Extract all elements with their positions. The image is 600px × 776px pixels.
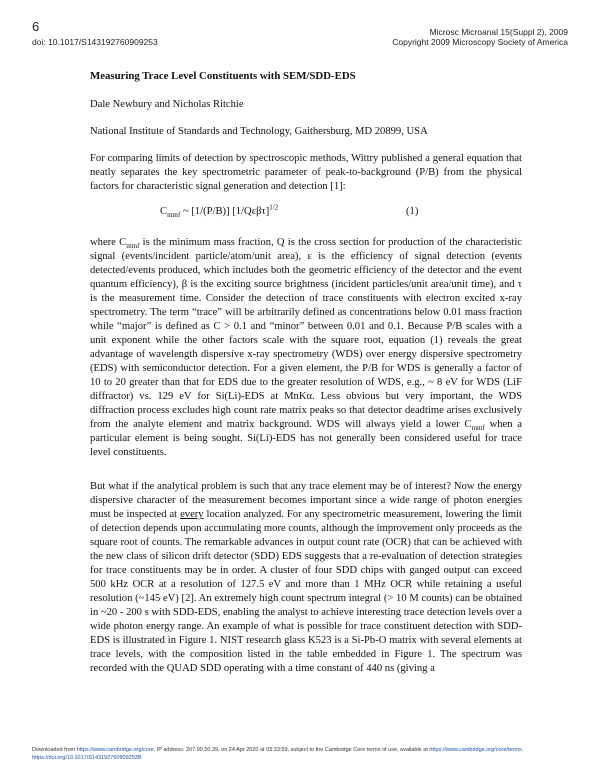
cambridge-core-link[interactable]: https://www.cambridge.org/core xyxy=(76,747,154,753)
article-affiliation: National Institute of Standards and Technology, Gaithersburg, MD 20899, USA xyxy=(90,126,428,137)
article-authors: Dale Newbury and Nicholas Ritchie xyxy=(90,99,244,110)
equation-number: (1) xyxy=(406,206,419,217)
doi-header: doi: 10.1017/S143192760909253 xyxy=(32,37,158,47)
equation-1 xyxy=(0,203,600,222)
journal-citation: Microsc Microanal 15(Suppl 2), 2009 xyxy=(429,27,568,37)
download-footer: Downloaded from https://www.cambridge.org/core. IP address: 207.90.50.39, on 24 Apr 2020 at 03:33:59, subject to the Cambridge Core terms of use, available at https://www.cambridge.org/core/terms. https://doi.org/10.1017/S143192760909253B xyxy=(32,747,524,761)
terms-link[interactable]: https://www.cambridge.org/core/terms xyxy=(429,747,522,753)
paragraph-sdd-eds: But what if the analytical problem is such that any trace element may be of interest? Now the energy dispersive character of the measurement becomes important since a wide range of photon energies must be inspected at every location analyzed. For any spectrometric measurement, lowering the limit of detection depends upon accumulating more counts, although the improvement only proceeds as the square root of counts. The remarkable advances in output count rate (OCR) that can be achieved with the new class of silicon drift detector (SDD) EDS suggests that a re-evaluation of detection strategies for trace constituents may be in order. A cluster of four SDD chips with ganged output can exceed 500 kHz OCR at a resolution of 127.5 eV and more than 1 MHz OCR while retaining a useful resolution (~145 eV) [2]. An extremely high count spectrum integral (> 10 M counts) can be obtained in ~20 - 200 s with SDD-EDS, enabling the analyst to achieve interesting trace detection levels over a wide photon energy range. An example of what is possible for trace constituent detection with SDD-EDS is illustrated in Figure 1. NIST research glass K523 is a Si-Pb-O matrix with several elements at trace levels, with the composition listed in the table embedded in Figure 1. The spectrum was recorded with the QUAD SDD operating with a time constant of 440 ns (giving a xyxy=(90,481,522,674)
article-title: Measuring Trace Level Constituents with SEM/SDD-EDS xyxy=(90,70,356,82)
paragraph-intro: For comparing limits of detection by spectroscopic methods, Wittry published a general equation that neatly separates the key spectrometric parameter of peak-to-background (P/B) from the physical factors for characteristic signal generation and detection [1]: xyxy=(90,153,522,192)
copyright-notice: Copyright 2009 Microscopy Society of America xyxy=(392,37,568,47)
equation-expression: $C_{mmf}$ ~ [1/(P/B)] $[1/Q\varepsilon\beta\tau]^{1/2}$ xyxy=(160,203,279,220)
paragraph-definitions: where $C_{mmf}$ is the minimum mass fraction, Q is the cross section for production of the characteristic signal (events/incident particle/atom/unit area), ε is the efficiency of signal detection (events detected/events produced, which includes both the geometric efficiency of the detector and the event quantum efficiency), β is the exciting source brightness (incident particles/unit area/unit time), and τ is the measurement time. Consider the detection of trace constituents with electron excited x-ray spectrometry. The term “trace” will be arbitrarily defined as concentrations below 0.01 mass fraction while “major” is defined as C > 0.1 and “minor” between 0.01 and 0.1. Because P/B scales with a unit exponent while the other factors scale with the square root, equation (1) reveals the great advantage of wavelength dispersive x-ray spectrometry (WDS) over energy dispersive spectrometry (EDS) with semiconductor detection. For a given element, the P/B for WDS is generally a factor of 10 to 20 greater than that for EDS due to the greater resolution of WDS, e.g., ~ 8 eV for WDS (LiF diffractor) vs. 129 eV for Si(Li)-EDS at MnKα. Less obvious but very important, the WDS diffraction process excludes high count rate matrix peaks so that detector deadtime arises exclusively from the analyte element and matrix background. WDS will always yield a lower $C_{mmf}$ when a particular element is being sought. Si(Li)-EDS has not generally been considered useful for trace level constituents. xyxy=(90,237,522,458)
doi-link[interactable]: https://doi.org/10.1017/S143192760909253B xyxy=(32,755,142,761)
page-number: 6 xyxy=(32,19,40,34)
